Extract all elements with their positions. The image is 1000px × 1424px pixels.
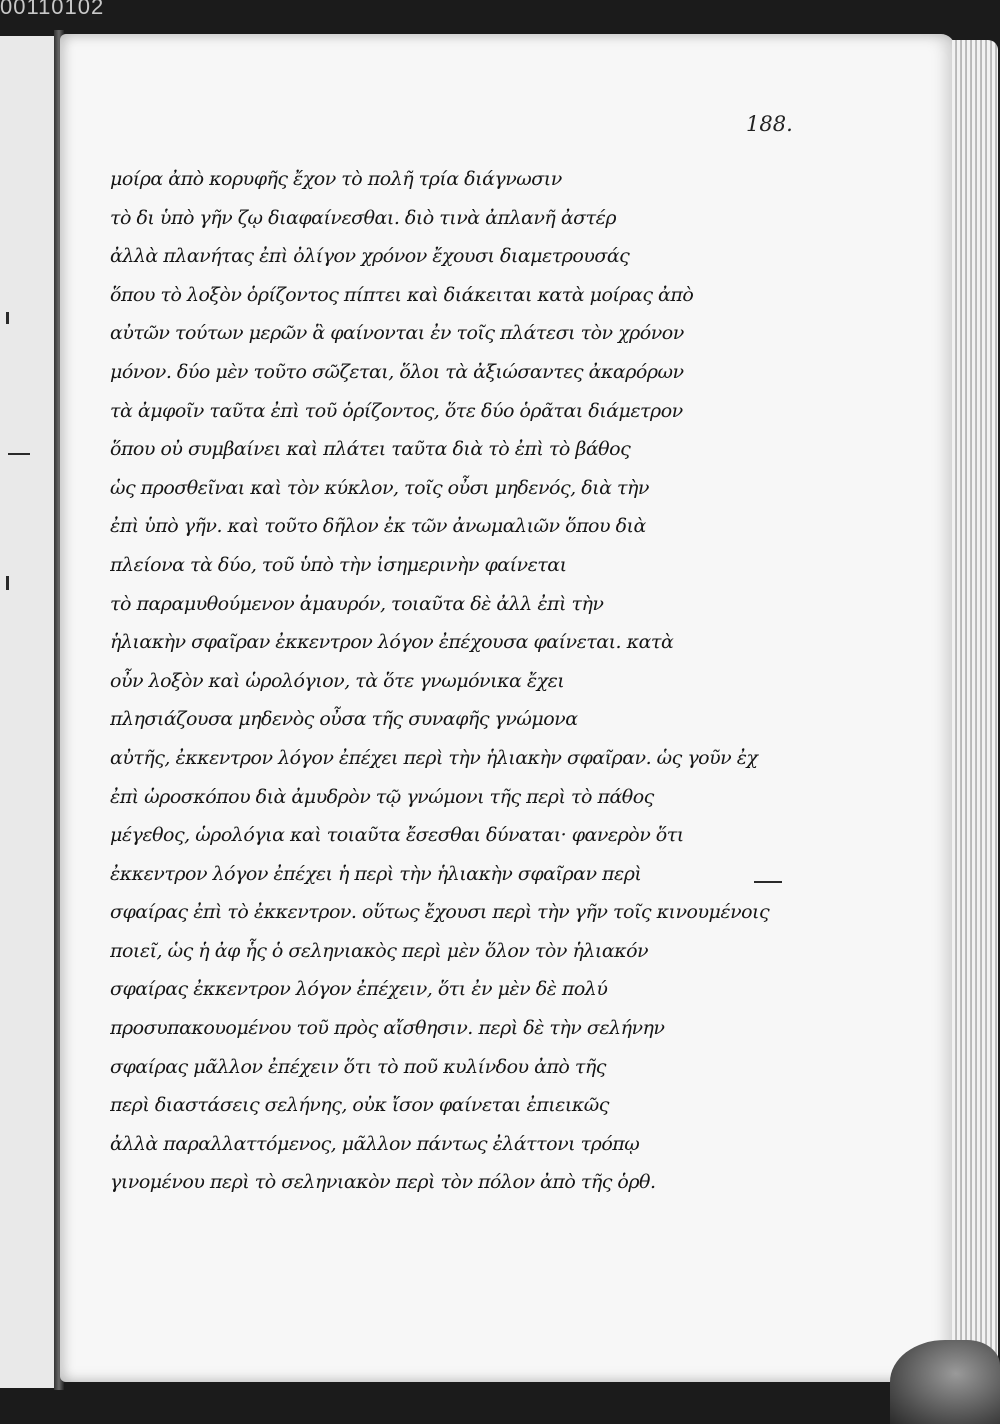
- text-line: αὐτῶν τούτων μερῶν ἃ φαίνονται ἐν τοῖς πλάτεσι τὸν χρόνον: [110, 322, 684, 345]
- text-line: ἐπὶ ὑπὸ γῆν. καὶ τοῦτο δῆλον ἐκ τῶν ἀνωμαλιῶν ὅπου διὰ: [110, 515, 646, 538]
- text-line: ὅπου τὸ λοξὸν ὁρίζοντος πίπτει καὶ διάκειται κατὰ μοίρας ἀπὸ: [110, 283, 694, 306]
- text-line: ἀλλὰ παραλλαττόμενος, μᾶλλον πάντως ἐλάττονι τρόπῳ: [110, 1132, 640, 1155]
- manuscript-text: [110, 160, 775, 1202]
- text-line: μόνον. δύο μὲν τοῦτο σῶζεται, ὅλοι τὰ ἀξιώσαντες ἀκαρόρων: [110, 360, 684, 383]
- thumb-holding-page: [890, 1340, 1000, 1424]
- text-line: τὸ παραμυθούμενον ἀμαυρόν, τοιαῦτα δὲ ἀλλ ἐπὶ τὴν: [110, 592, 604, 615]
- text-line: πλησιάζουσα μηδενὸς οὖσα τῆς συναφῆς γνώμονα: [110, 708, 578, 731]
- text-line: ποιεῖ, ὡς ἡ ἀφ ἧς ὁ σεληνιακὸς περὶ μὲν ὅλον τὸν ἡλιακόν: [110, 939, 649, 962]
- page-edges-stack: [952, 40, 998, 1380]
- text-line: αὐτῆς, ἐκκεντρον λόγον ἐπέχει περὶ τὴν ἡλιακὴν σφαῖραν. ὡς γοῦν ἐχ: [110, 746, 758, 769]
- text-line: σφαίρας ἐπὶ τὸ ἐκκεντρον. οὕτως ἔχουσι περὶ τὴν γῆν τοῖς κινουμένοις: [110, 901, 770, 924]
- text-line: τὰ ἀμφοῖν ταῦτα ἐπὶ τοῦ ὁρίζοντος, ὅτε δύο ὁρᾶται διάμετρον: [110, 399, 683, 422]
- text-line: ἡλιακὴν σφαῖραν ἐκκεντρον λόγον ἐπέχουσα φαίνεται. κατὰ: [110, 631, 674, 654]
- text-line: σφαίρας ἐκκεντρον λόγον ἐπέχειν, ὅτι ἐν μὲν δὲ πολύ: [110, 978, 608, 1001]
- text-line: σφαίρας μᾶλλον ἐπέχειν ὅτι τὸ ποῦ κυλίνδου ἀπὸ τῆς: [110, 1055, 606, 1078]
- text-line: οὖν λοξὸν καὶ ὡρολόγιον, τὰ ὅτε γνωμόνικα ἔχει: [110, 669, 565, 692]
- text-line: γινομένου περὶ τὸ σεληνιακὸν περὶ τὸν πόλον ἀπὸ τῆς ὁρθ.: [110, 1171, 656, 1194]
- text-line: μοίρα ἀπὸ κορυφῆς ἔχον τὸ πολῆ τρία διάγνωσιν: [110, 168, 562, 190]
- text-line: ἐκκεντρον λόγον ἐπέχει ἡ περὶ τὴν ἡλιακὴν σφαῖραν περὶ: [110, 862, 642, 885]
- text-line: ὡς προσθεῖναι καὶ τὸν κύκλον, τοῖς οὖσι μηδενός, διὰ τὴν: [110, 476, 649, 499]
- facing-page-edge: [0, 36, 56, 1388]
- folio-number: 188.: [746, 112, 793, 136]
- margin-mark: [6, 312, 9, 324]
- margin-mark: [6, 576, 9, 590]
- text-line: ἐπὶ ὡροσκόπου διὰ ἀμυδρὸν τῷ γνώμονι τῆς περὶ τὸ πάθος: [110, 785, 654, 808]
- image-reference-label: 00110102: [0, 0, 105, 19]
- margin-mark: [8, 453, 30, 455]
- text-line: προσυπακουομένου τοῦ πρὸς αἴσθησιν. περὶ δὲ τὴν σελήνην: [110, 1017, 665, 1040]
- text-line: μέγεθος, ὡρολόγια καὶ τοιαῦτα ἔσεσθαι δύναται· φανερὸν ὅτι: [110, 824, 684, 847]
- text-line: περὶ διαστάσεις σελήνης, οὐκ ἴσον φαίνεται ἐπιεικῶς: [110, 1094, 609, 1117]
- text-line: τὸ δι ὑπὸ γῆν ζῳ διαφαίνεσθαι. διὸ τινὰ ἀπλανῆ ἀστέρ: [110, 206, 616, 229]
- text-line: πλείονα τὰ δύο, τοῦ ὑπὸ τὴν ἰσημερινὴν φαίνεται: [110, 553, 567, 576]
- text-line: ἀλλὰ πλανήτας ἐπὶ ὀλίγον χρόνον ἔχουσι διαμετρουσάς: [110, 245, 630, 268]
- text-line: ὅπου οὐ συμβαίνει καὶ πλάτει ταῦτα διὰ τὸ ἐπὶ τὸ βάθος: [110, 438, 631, 461]
